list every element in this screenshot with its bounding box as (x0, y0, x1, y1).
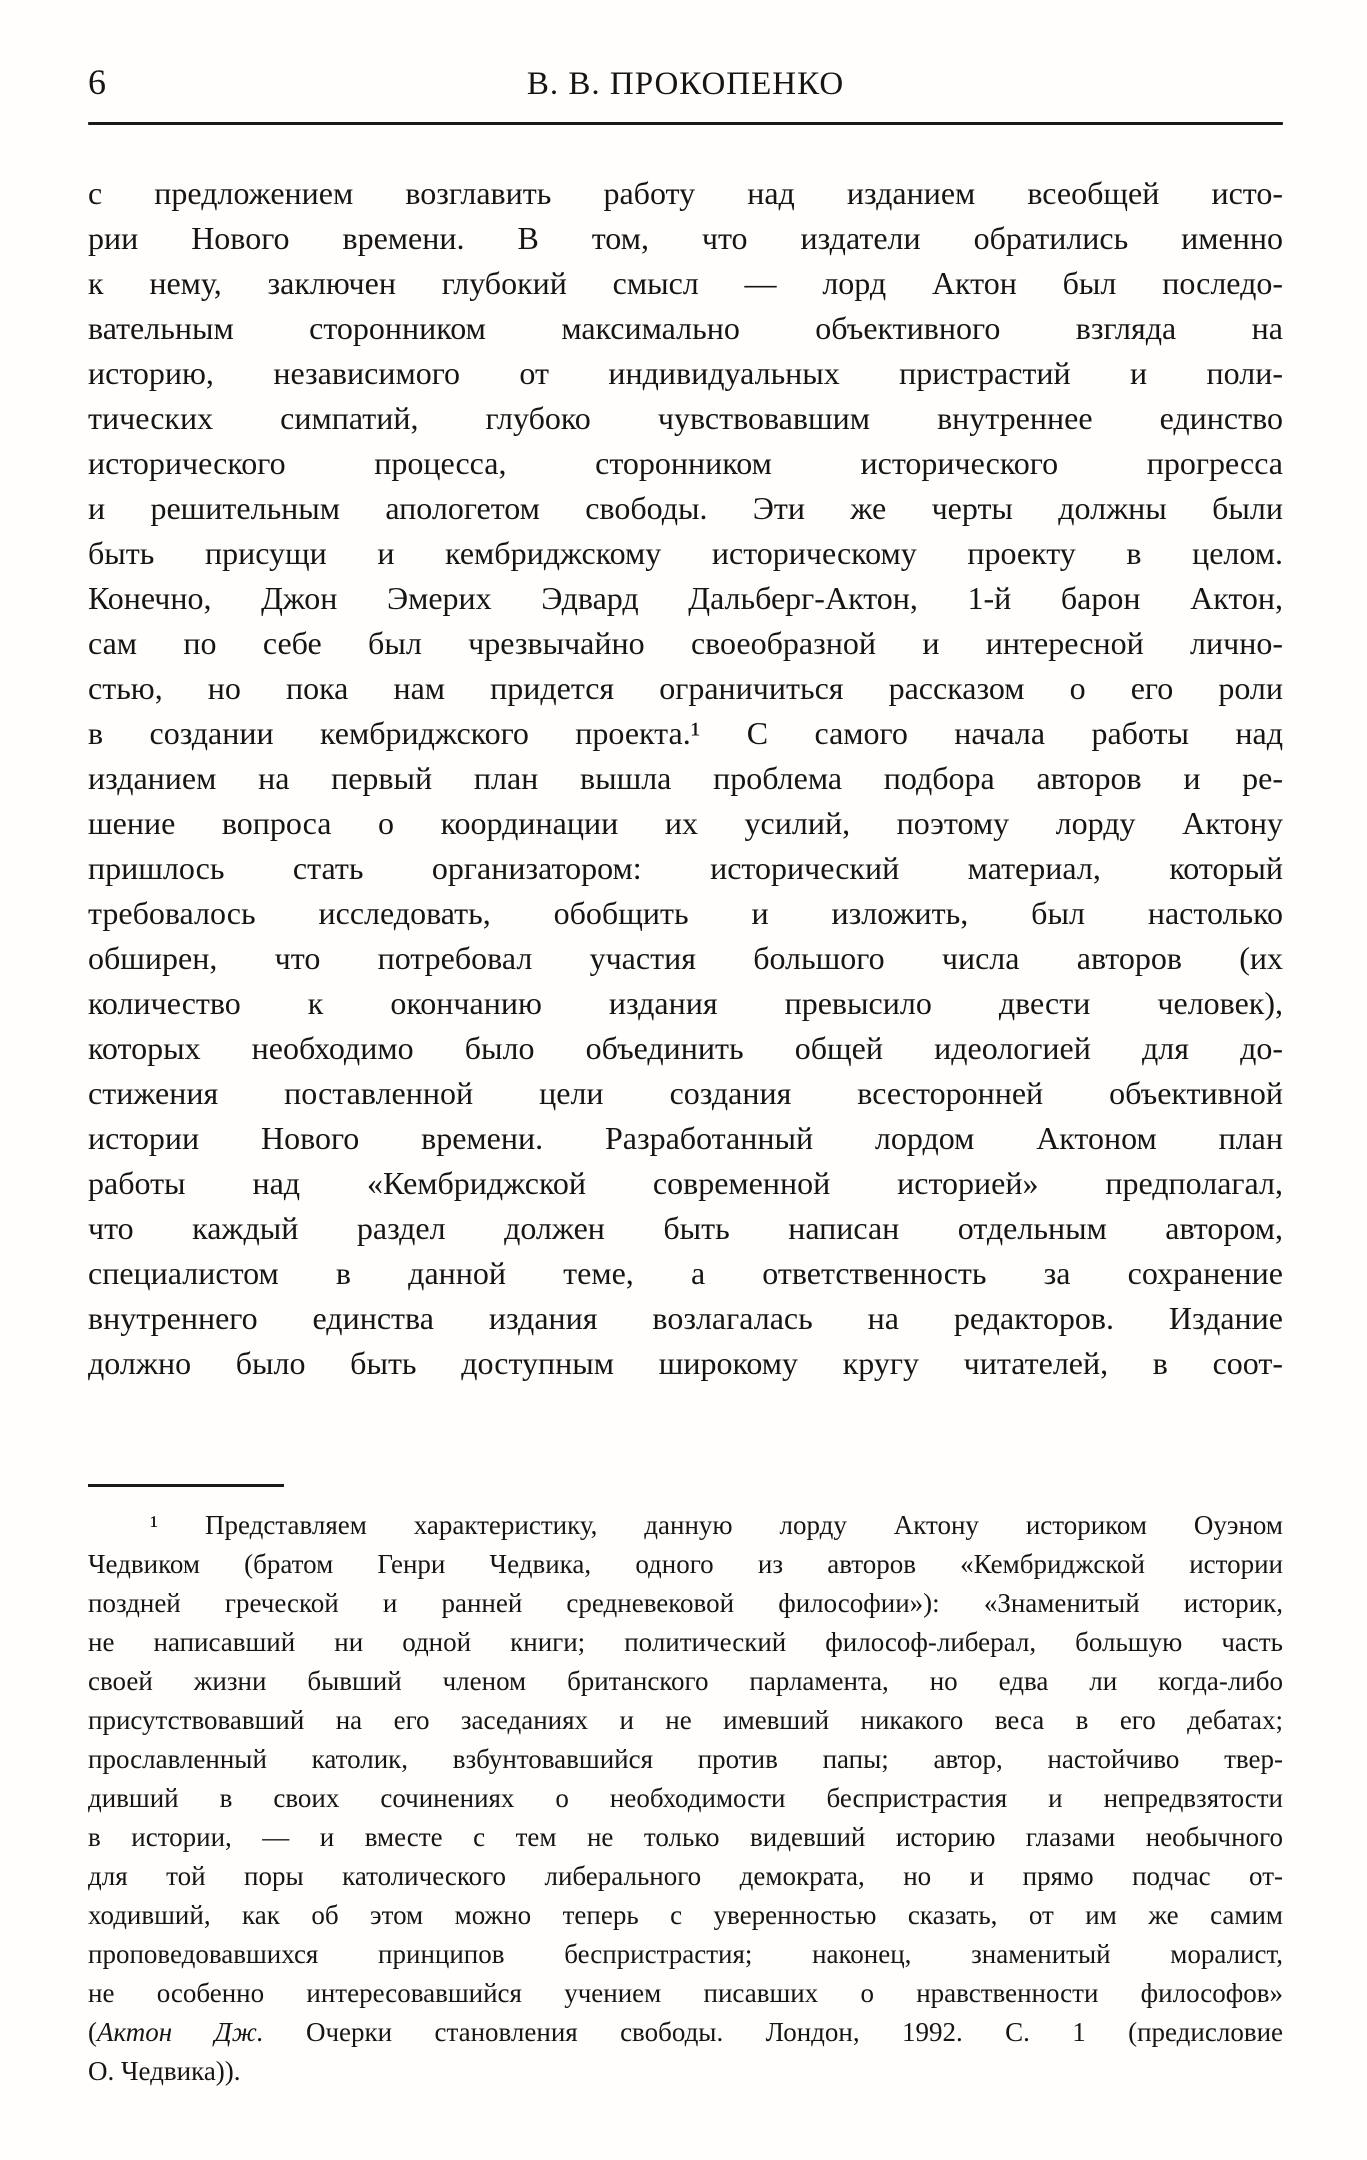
footnote-block (88, 1506, 1283, 2091)
page-number: 6 (88, 62, 106, 102)
text-line: специалистом в данной теме, а ответственность за сохранение (88, 1255, 1283, 1291)
text-line: обширен, что потребовал участия большого числа авторов (их (88, 940, 1283, 976)
text-line: Чедвиком (братом Генри Чедвика, одного из авторов «Кембриджской истории (88, 1549, 1283, 1579)
text-line: исторического процесса, сторонником исторического прогресса (88, 445, 1283, 481)
text-line: и решительным апологетом свободы. Эти же черты должны были (88, 490, 1283, 526)
text-line: с предложением возглавить работу над изданием всеобщей исто- (88, 175, 1283, 211)
text-line: своей жизни бывший членом британского парламента, но едва ли когда-либо (88, 1666, 1283, 1696)
text-line: тических симпатий, глубоко чувствовавшим внутреннее единство (88, 400, 1283, 436)
text-line: сам по себе был чрезвычайно своеобразной и интересной лично- (88, 625, 1283, 661)
text-line: не особенно интересовавшийся учением писавших о нравственности философов» (88, 1978, 1283, 2008)
text-line: что каждый раздел должен быть написан отдельным автором, (88, 1210, 1283, 1246)
text-line: быть присущи и кембриджскому историческому проекту в целом. (88, 535, 1283, 571)
text-line: ¹ Представляем характеристику, данную лорду Актону историком Оуэном (150, 1510, 1283, 1540)
text-line: внутреннего единства издания возлагалась на редакторов. Издание (88, 1300, 1283, 1336)
header-rule (88, 122, 1283, 125)
text-line: пришлось стать организатором: исторический материал, который (88, 850, 1283, 886)
text-line: не написавший ни одной книги; политический философ-либерал, большую часть (88, 1627, 1283, 1657)
body-paragraph (88, 171, 1283, 1386)
text-line: вательным сторонником максимально объективного взгляда на (88, 310, 1283, 346)
text-line: стижения поставленной цели создания всесторонней объективной (88, 1075, 1283, 1111)
page-header (88, 56, 1283, 108)
text-line: стью, но пока нам придется ограничиться рассказом о его роли (88, 670, 1283, 706)
footnote-separator-rule (88, 1484, 284, 1487)
text-line: поздней греческой и ранней средневековой философии»): «Знаменитый историк, (88, 1588, 1283, 1618)
text-line: работы над «Кембриджской современной историей» предполагал, (88, 1165, 1283, 1201)
text-line: изданием на первый план вышла проблема подбора авторов и ре- (88, 760, 1283, 796)
text-line: (Актон Дж. Очерки становления свободы. Лондон, 1992. С. 1 (предисловие (88, 2017, 1284, 2047)
text-line: Конечно, Джон Эмерих Эдвард Дальберг-Актон, 1-й барон Актон, (88, 580, 1283, 616)
text-line: истории Нового времени. Разработанный лордом Актоном план (88, 1120, 1283, 1156)
text-line: присутствовавший на его заседаниях и не имевший никакого веса в его дебатах; (88, 1705, 1283, 1735)
text-line: историю, независимого от индивидуальных пристрастий и поли- (88, 355, 1283, 391)
text-line: проповедовавшихся принципов беспристрастия; наконец, знаменитый моралист, (88, 1939, 1283, 1969)
text-line: О. Чедвика)). (88, 2056, 241, 2086)
text-line: дивший в своих сочинениях о необходимости беспристрастия и непредвзятости (88, 1783, 1283, 1813)
text-line: ходивший, как об этом можно теперь с уверенностью сказать, от им же самим (88, 1900, 1283, 1930)
text-line: шение вопроса о координации их усилий, поэтому лорду Актону (88, 805, 1283, 841)
text-line: требовалось исследовать, обобщить и изложить, был настолько (88, 895, 1283, 931)
text-line: к нему, заключен глубокий смысл — лорд Актон был последо- (88, 265, 1283, 301)
text-line: прославленный католик, взбунтовавшийся против папы; автор, настойчиво твер- (88, 1744, 1283, 1774)
text-line: которых необходимо было объединить общей идеологией для до- (88, 1030, 1283, 1066)
text-line: рии Нового времени. В том, что издатели обратились именно (88, 220, 1283, 256)
text-line: количество к окончанию издания превысило двести человек), (88, 985, 1283, 1021)
citation-author-italic: Актон Дж. (97, 2017, 264, 2047)
text-line: для той поры католического либерального демократа, но и прямо подчас от- (88, 1861, 1283, 1891)
text-line: в истории, — и вместе с тем не только видевший историю глазами необычного (88, 1822, 1283, 1852)
text-line: в создании кембриджского проекта.¹ С самого начала работы над (88, 715, 1283, 751)
running-title: В. В. ПРОКОПЕНКО (526, 66, 845, 102)
text-line: должно было быть доступным широкому кругу читателей, в соот- (88, 1345, 1283, 1381)
